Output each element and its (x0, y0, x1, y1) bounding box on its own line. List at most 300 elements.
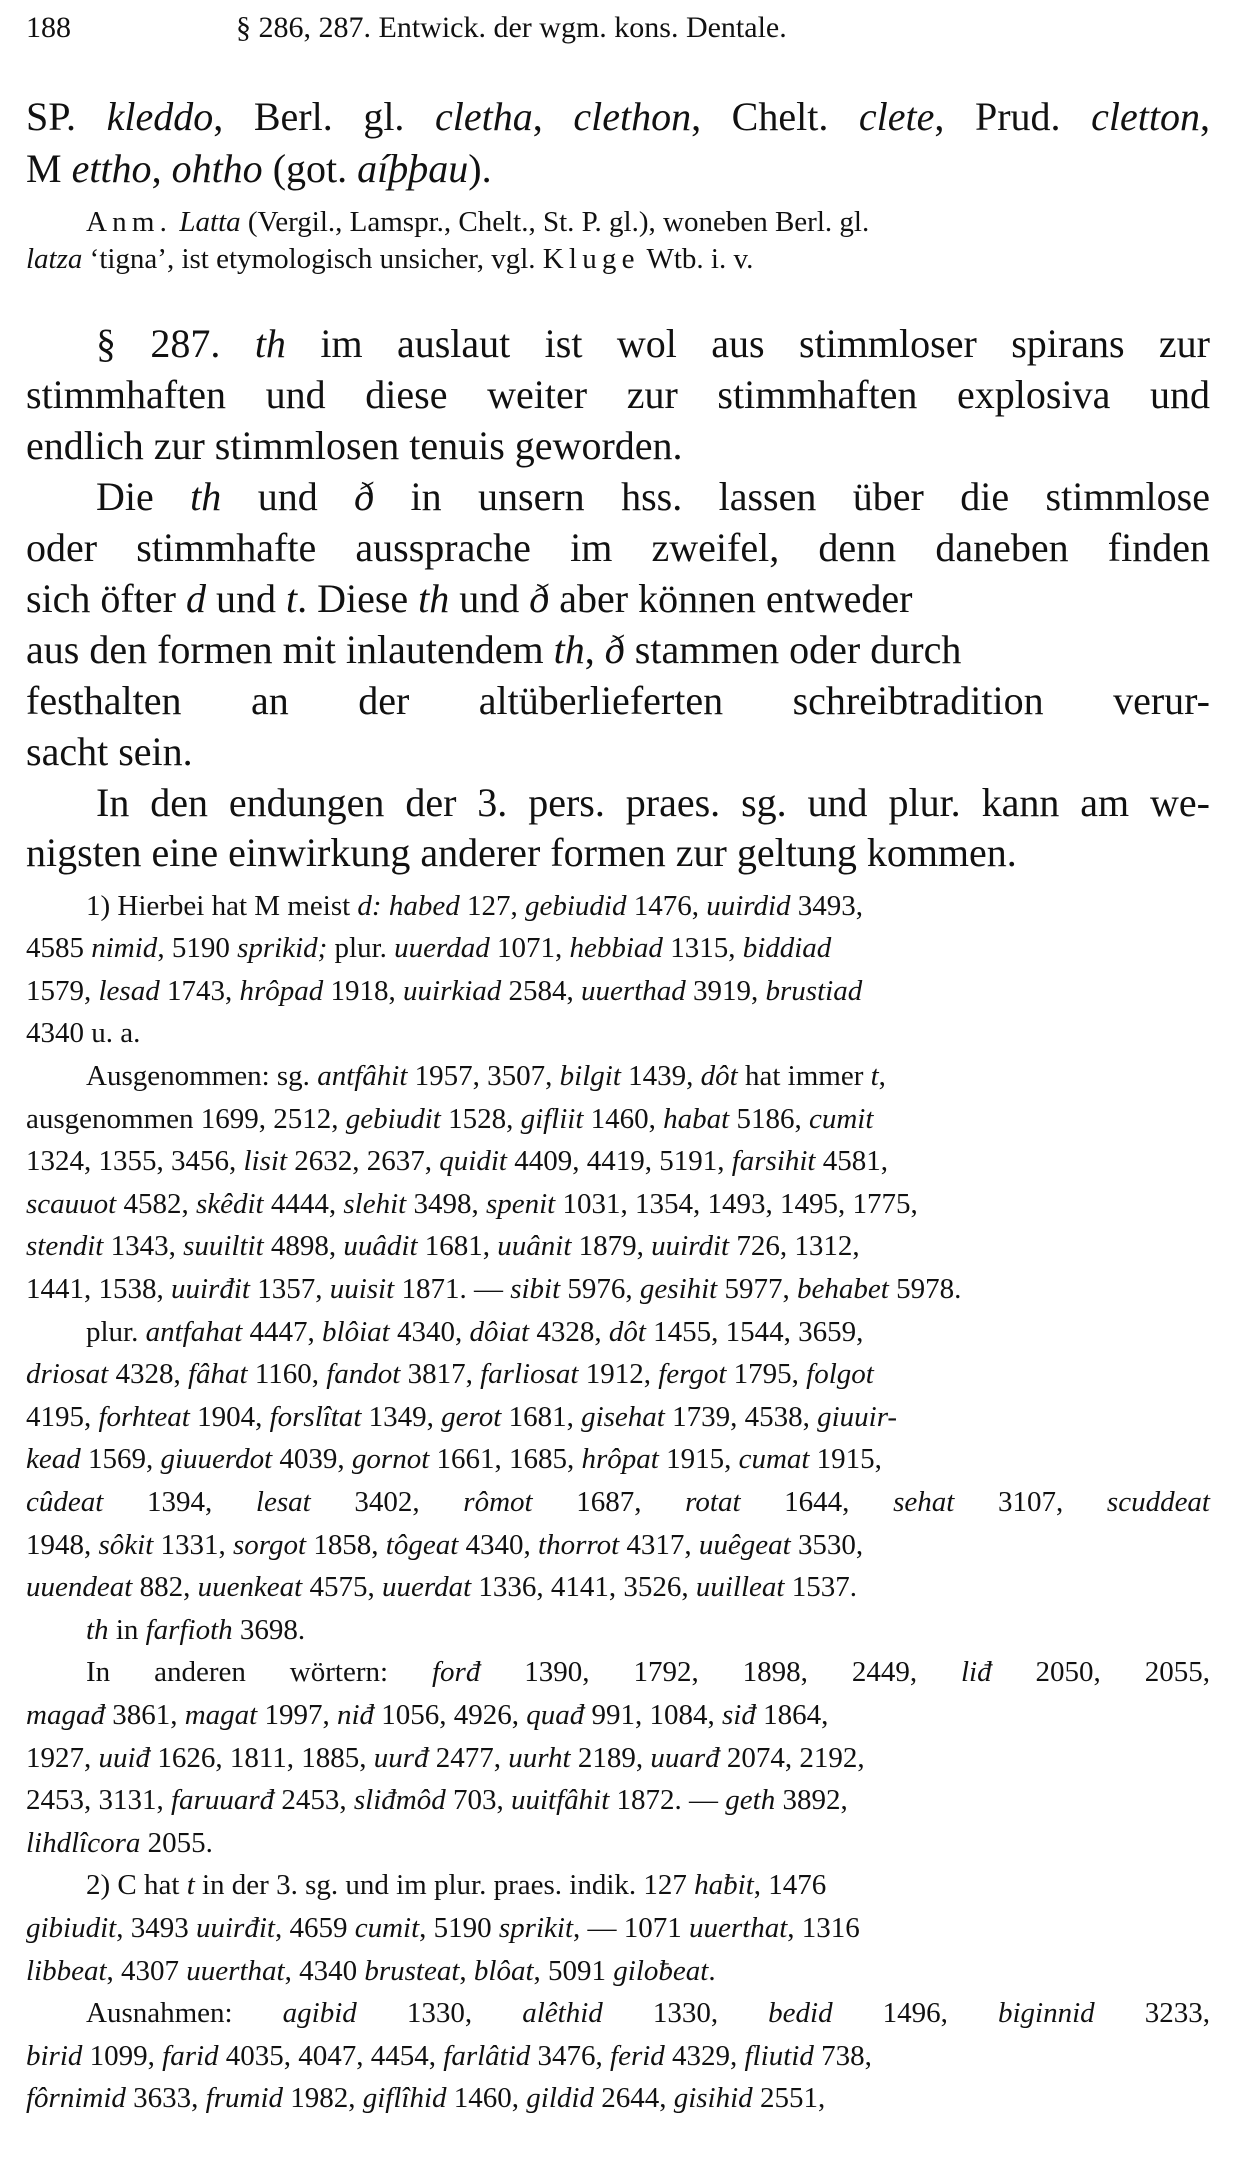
italic-form: uuerdat (381, 1571, 472, 1603)
italic-form: stendit (26, 1230, 104, 1262)
italic-form: ferid (610, 2040, 665, 2072)
text-run: 1948, (26, 1529, 99, 1561)
text-run: und (205, 576, 286, 621)
italic-form: agibid (282, 1997, 357, 2029)
italic-form: habat (663, 1103, 730, 1135)
text-run: 1476, (626, 890, 707, 922)
text-run: 4328, (108, 1358, 188, 1390)
italic-form: farfioth (145, 1614, 233, 1646)
text-run: 1160, (247, 1358, 327, 1390)
italic-form: cumat (738, 1443, 810, 1475)
text-run: 2055. (140, 1827, 213, 1859)
text-run: 1915, (809, 1443, 882, 1475)
italic-form: lihdlîcora (26, 1827, 141, 1859)
italic-form: fâhat (187, 1358, 248, 1390)
text-run: 1056, 4926, (374, 1699, 527, 1731)
text-run: festhalten an der altüberlieferten schreibtradition verur- (26, 678, 1210, 723)
italic-form: farid (162, 2040, 219, 2072)
italic-form: farsihit (731, 1145, 816, 1177)
text-run: ‘tigna’, ist etymologisch unsicher, vgl. (82, 243, 543, 275)
text-line (26, 145, 1210, 193)
italic-form: lisit (243, 1145, 288, 1177)
text-run: aus den formen mit inlautendem (26, 627, 554, 672)
italic-form: ð (354, 474, 375, 519)
text-run: 1099, (82, 2040, 163, 2072)
italic-form: gesihit (639, 1273, 718, 1305)
text-run: 4444, (263, 1188, 344, 1220)
text-run: plur. (327, 932, 395, 964)
italic-form: sprikit (498, 1912, 574, 1944)
italic-form: giflîhid (362, 2082, 447, 2114)
italic-form: dôt (700, 1060, 738, 1092)
text-line (26, 1015, 1210, 1051)
text-run: stimmhaften und diese weiter zur stimmhaften explosiva und (26, 372, 1210, 417)
text-run: 3861, (104, 1699, 185, 1731)
italic-form: d: habed (357, 890, 460, 922)
text-run: 1644, (740, 1486, 894, 1518)
italic-form: bilgit (559, 1060, 621, 1092)
text-run: 4447, (242, 1316, 323, 1348)
text-run: Kluge (542, 243, 640, 275)
text-run: 1927, (26, 1742, 99, 1774)
text-run: 4328, (529, 1316, 609, 1348)
text-run: 1330, (356, 1997, 523, 2029)
text-run: 1460, (446, 2082, 527, 2114)
text-run: (Vergil., Lamspr., Chelt., St. P. gl.), woneben Berl. gl. (240, 206, 870, 238)
running-title: § 286, 287. Entwick. der wgm. kons. Dentale. (236, 11, 787, 44)
text-run: Die (96, 474, 191, 519)
text-run: , 5190 (419, 1912, 499, 1944)
text-run: , Berl. gl. (213, 94, 436, 139)
italic-form: fôrnimid (26, 2082, 126, 2114)
italic-form: fliutid (744, 2040, 814, 2072)
text-run: 4585 (26, 932, 92, 964)
italic-form: spenit (485, 1188, 556, 1220)
italic-form: cletton (1091, 94, 1200, 139)
text-run: 1357, (249, 1273, 330, 1305)
text-run: 4035, 4047, 4454, (218, 2040, 444, 2072)
text-run: SP. (26, 94, 107, 139)
text-line (26, 829, 1210, 877)
text-run: 2) C hat (86, 1869, 187, 1901)
page-number: 188 (26, 11, 71, 44)
italic-form: tôgeat (385, 1529, 459, 1561)
italic-form: sorgot (233, 1529, 307, 1561)
text-run: 3476, (530, 2040, 611, 2072)
italic-form: clete (858, 94, 935, 139)
italic-form: giuuerdot (160, 1443, 273, 1475)
text-run: 1537. (784, 1571, 857, 1603)
italic-form: gornot (351, 1443, 430, 1475)
italic-form: folgot (806, 1358, 874, 1390)
text-line (26, 2080, 1210, 2116)
text-line (26, 2038, 1210, 2074)
text-line (26, 973, 1210, 1009)
text-run: 3233, (1094, 1997, 1210, 2029)
text-run: 1031, 1354, 1493, 1495, 1775, (555, 1188, 918, 1220)
text-run: 2477, (428, 1742, 509, 1774)
text-run: , (459, 1955, 474, 1987)
text-run: . Diese (297, 576, 419, 621)
text-line (26, 575, 1210, 623)
italic-form: dôt (608, 1316, 646, 1348)
italic-form: alêthid (522, 1997, 603, 2029)
italic-form: uuerdad (394, 932, 490, 964)
italic-form: kleddo (106, 94, 214, 139)
text-run: , 4659 (274, 1912, 355, 1944)
text-line (86, 888, 1210, 924)
italic-form: gisihid (673, 2082, 753, 2114)
text-run: 4039, (272, 1443, 352, 1475)
text-run: 1528, (440, 1103, 521, 1135)
italic-form: sôkit (98, 1529, 154, 1561)
text-run: 1997, (257, 1699, 337, 1731)
italic-form: sehat (893, 1486, 955, 1518)
text-line (26, 422, 1210, 470)
text-run: ausgenommen 1699, 2512, (26, 1103, 346, 1135)
text-run: 1071, (489, 932, 570, 964)
text-run: 5186, (729, 1103, 809, 1135)
text-run: 1681, (501, 1401, 582, 1433)
text-run: 3498, (406, 1188, 486, 1220)
text-run: 1918, (323, 975, 404, 1007)
italic-form: forslîtat (269, 1401, 362, 1433)
text-line (26, 1910, 1210, 1946)
text-run: 4317, (619, 1529, 699, 1561)
text-run: 1349, (361, 1401, 442, 1433)
italic-form: uuânit (497, 1230, 572, 1262)
italic-form: sprikid; (237, 932, 328, 964)
text-run: M (26, 146, 72, 191)
text-run: 1390, 1792, 1898, 2449, (480, 1656, 961, 1688)
italic-form: clethon (573, 94, 692, 139)
text-line (26, 241, 1210, 277)
italic-form: gisehat (581, 1401, 665, 1433)
text-run: , 4307 (106, 1955, 187, 1987)
text-run: , (878, 1060, 886, 1092)
text-line (96, 320, 1210, 368)
italic-form: driosat (26, 1358, 109, 1390)
italic-form: uuiđ (98, 1742, 151, 1774)
italic-form: farlâtid (443, 2040, 531, 2072)
italic-form: brustiad (765, 975, 863, 1007)
italic-form: rômot (463, 1486, 533, 1518)
italic-form: uuirkiad (403, 975, 502, 1007)
italic-form: uuerthat (689, 1912, 788, 1944)
text-line (26, 1697, 1210, 1733)
text-line (96, 779, 1210, 827)
italic-form: fandot (326, 1358, 401, 1390)
italic-form: gifliit (520, 1103, 584, 1135)
italic-form: scauuot (26, 1188, 117, 1220)
text-run: , (151, 146, 172, 191)
italic-form: quidit (439, 1145, 507, 1177)
text-run: 1681, (417, 1230, 498, 1262)
text-run: 1957, 3507, (407, 1060, 560, 1092)
italic-form: magat (184, 1699, 258, 1731)
text-run: 2632, 2637, (287, 1145, 440, 1177)
text-run: sich öfter (26, 576, 186, 621)
italic-form: farliosat (480, 1358, 579, 1390)
text-run: 4582, (116, 1188, 196, 1220)
italic-form: uuisit (329, 1273, 395, 1305)
italic-form: lesad (98, 975, 160, 1007)
text-run: 3698. (232, 1614, 306, 1646)
text-run: , 5091 (533, 1955, 614, 1987)
italic-form: hrôpat (581, 1443, 659, 1475)
text-run: 1455, 1544, 3659, (645, 1316, 864, 1348)
text-run: stammen oder durch (624, 627, 962, 672)
text-run: , 1476 (753, 1869, 827, 1901)
text-run: 1661, 1685, (429, 1443, 582, 1475)
text-line (26, 1271, 1210, 1307)
italic-form: frumid (205, 2082, 283, 2114)
italic-form: antfâhit (317, 1060, 408, 1092)
text-line (26, 1101, 1210, 1137)
italic-form: uuarđ (650, 1742, 720, 1774)
italic-form: cumit (354, 1912, 420, 1944)
italic-form: bedid (768, 1997, 833, 2029)
italic-form: liđ (961, 1656, 992, 1688)
text-line (26, 1527, 1210, 1563)
italic-form: forhteat (98, 1401, 190, 1433)
italic-form: uurđ (373, 1742, 429, 1774)
text-run: 3530, (790, 1529, 864, 1561)
italic-form: dôiat (469, 1316, 530, 1348)
text-run: im auslaut ist wol aus stimmloser spirans zur (285, 321, 1210, 366)
text-run: 1343, (103, 1230, 184, 1262)
text-line (26, 1228, 1210, 1264)
text-run: 2050, 2055, (991, 1656, 1210, 1688)
italic-form: uuêgeat (698, 1529, 791, 1561)
text-run: 1439, (620, 1060, 701, 1092)
text-run: 1569, (80, 1443, 161, 1475)
italic-form: scuddeat (1106, 1486, 1210, 1518)
text-run: Ausgenommen: sg. (86, 1060, 318, 1092)
text-run: 3919, (685, 975, 766, 1007)
italic-form: uuirdid (706, 890, 791, 922)
text-run: 1324, 1355, 3456, (26, 1145, 244, 1177)
text-run: 2453, (274, 1784, 354, 1816)
text-run: 1858, (306, 1529, 386, 1561)
text-run: , (584, 627, 605, 672)
text-run: , Chelt. (691, 94, 859, 139)
text-run: 3633, (125, 2082, 206, 2114)
italic-form: libbeat (26, 1955, 107, 1987)
text-run: 2584, (501, 975, 582, 1007)
text-run: nigsten eine einwirkung anderer formen zur geltung kommen. (26, 830, 1017, 875)
text-run: 1336, 4141, 3526, (471, 1571, 696, 1603)
italic-form: niđ (336, 1699, 375, 1731)
text-run: 726, 1312, (729, 1230, 860, 1262)
text-run: . (708, 1955, 716, 1987)
italic-form: forđ (431, 1656, 481, 1688)
italic-form: cûdeat (26, 1486, 104, 1518)
text-run: 1496, (832, 1997, 998, 2029)
text-run: 1912, (578, 1358, 659, 1390)
italic-form: blôat (473, 1955, 534, 1987)
text-line (26, 626, 1210, 674)
text-line (96, 473, 1210, 521)
text-run: 1871. — (394, 1273, 511, 1305)
italic-form: hrôpad (239, 975, 324, 1007)
text-run: 5977, (717, 1273, 797, 1305)
italic-form: magađ (26, 1699, 105, 1731)
text-run: 4195, (26, 1401, 99, 1433)
italic-form: t (186, 1869, 195, 1901)
text-run: 1915, (658, 1443, 739, 1475)
text-run: 4329, (664, 2040, 745, 2072)
italic-form: biddiad (742, 932, 832, 964)
text-run: , (532, 94, 574, 139)
italic-form: geth (725, 1784, 776, 1816)
italic-form: quađ (526, 1699, 585, 1731)
italic-form: uurht (508, 1742, 571, 1774)
italic-form: lesat (255, 1486, 311, 1518)
text-run: 3817, (400, 1358, 481, 1390)
text-run: 1626, 1811, 1885, (150, 1742, 374, 1774)
text-run: 1879, (571, 1230, 652, 1262)
text-run: 4581, (815, 1145, 888, 1177)
text-run: (got. (262, 146, 358, 191)
text-run: In den endungen der 3. pers. praes. sg. und plur. kann am we- (96, 780, 1210, 825)
italic-form: uuitfâhit (510, 1784, 610, 1816)
italic-form: thorrot (538, 1529, 620, 1561)
italic-form: uuilleat (695, 1571, 785, 1603)
text-run: 3402, (310, 1486, 464, 1518)
italic-form: giuuir- (817, 1401, 898, 1433)
text-run: 2189, (570, 1742, 651, 1774)
text-run: 4340 u. a. (26, 1017, 141, 1049)
text-line (86, 204, 1210, 240)
text-line (26, 1825, 1210, 1861)
text-run: aber können entweder (549, 576, 913, 621)
italic-form: latza (26, 243, 83, 275)
text-run: 2551, (752, 2082, 826, 2114)
text-run: 1872. — (609, 1784, 726, 1816)
italic-form: slehit (343, 1188, 407, 1220)
text-run: 1739, 4538, (664, 1401, 818, 1433)
text-line (86, 1654, 1210, 1690)
text-run: , 1316 (787, 1912, 860, 1944)
text-run: 2074, 2192, (719, 1742, 865, 1774)
text-run: , Prud. (934, 94, 1092, 139)
italic-form: Latta (179, 206, 241, 238)
text-run: oder stimmhafte aussprache im zweifel, denn daneben finden (26, 525, 1210, 570)
text-run: 4575, (302, 1571, 382, 1603)
text-run: 5976, (560, 1273, 640, 1305)
italic-form: cumit (808, 1103, 874, 1135)
text-run: Wtb. i. v. (639, 243, 754, 275)
text-run: 882, (132, 1571, 198, 1603)
italic-form: birid (26, 2040, 83, 2072)
italic-form: cletha (435, 94, 533, 139)
italic-form: uuerthat (186, 1955, 285, 1987)
text-line (26, 1399, 1210, 1435)
italic-form: th (86, 1614, 109, 1646)
italic-form: gildid (526, 2082, 594, 2114)
text-run: 1579, (26, 975, 99, 1007)
italic-form: uuirđit (195, 1912, 275, 1944)
text-run: 4340, (389, 1316, 470, 1348)
italic-form: sliđmôd (353, 1784, 446, 1816)
italic-form: gibiudit (26, 1912, 117, 1944)
text-line (86, 1867, 1210, 1903)
text-run: 1441, 1538, (26, 1273, 171, 1305)
text-run: 127, (459, 890, 525, 922)
text-run: 1394, (103, 1486, 256, 1518)
italic-form: haƀit (694, 1869, 754, 1901)
italic-form: skêdit (195, 1188, 264, 1220)
text-run: und (449, 576, 530, 621)
text-line (26, 93, 1210, 141)
italic-form: hebbiad (569, 932, 663, 964)
text-run: 703, (445, 1784, 511, 1816)
text-run: § 287. (96, 321, 255, 366)
text-run: in (108, 1614, 146, 1646)
italic-form: uuendeat (26, 1571, 133, 1603)
italic-form: d (185, 576, 206, 621)
italic-form: t (870, 1060, 879, 1092)
text-run: 1315, (662, 932, 743, 964)
text-run: 4409, 4419, 5191, (506, 1145, 732, 1177)
text-line (26, 1569, 1210, 1605)
text-line (26, 1143, 1210, 1179)
text-run: in der 3. sg. und im plur. praes. indik. 127 (194, 1869, 695, 1901)
text-run: 1904, (189, 1401, 270, 1433)
text-run: sacht sein. (26, 729, 193, 774)
text-line (86, 1612, 1210, 1648)
italic-form: biginnid (998, 1997, 1095, 2029)
italic-form: th (553, 627, 585, 672)
text-run: 1330, (602, 1997, 769, 2029)
italic-form: th (254, 321, 286, 366)
text-run: in unsern hss. lassen über die stimmlose (374, 474, 1210, 519)
italic-form: behabet (797, 1273, 889, 1305)
italic-form: antfahat (145, 1316, 243, 1348)
italic-form: ð (529, 576, 550, 621)
text-run: 5978. (888, 1273, 962, 1305)
text-run: , 4340 (284, 1955, 365, 1987)
italic-form: uuerthad (581, 975, 686, 1007)
italic-form: uuâdit (343, 1230, 418, 1262)
text-run: In anderen wörtern: (86, 1656, 432, 1688)
text-run: 1) Hierbei hat M meist (86, 890, 358, 922)
italic-form: gebiudid (524, 890, 627, 922)
text-run: 738, (813, 2040, 872, 2072)
italic-form: t (285, 576, 298, 621)
text-run: 3107, (954, 1486, 1107, 1518)
italic-form: th (418, 576, 450, 621)
italic-form: faruuarđ (171, 1784, 275, 1816)
text-line (86, 1058, 1210, 1094)
text-run: ). (468, 146, 492, 191)
text-line (86, 1314, 1210, 1350)
italic-form: siđ (722, 1699, 756, 1731)
text-run: 1331, (153, 1529, 234, 1561)
text-line (26, 1356, 1210, 1392)
text-line (26, 1740, 1210, 1776)
text-run: plur. (86, 1316, 146, 1348)
text-line (26, 524, 1210, 572)
text-run: 1687, (532, 1486, 686, 1518)
italic-form: gebiudit (345, 1103, 441, 1135)
italic-form: brusteat (364, 1955, 460, 1987)
text-run: , — 1071 (573, 1912, 690, 1944)
italic-form: blôiat (322, 1316, 390, 1348)
italic-form: kead (26, 1443, 81, 1475)
italic-form: ettho (71, 146, 152, 191)
